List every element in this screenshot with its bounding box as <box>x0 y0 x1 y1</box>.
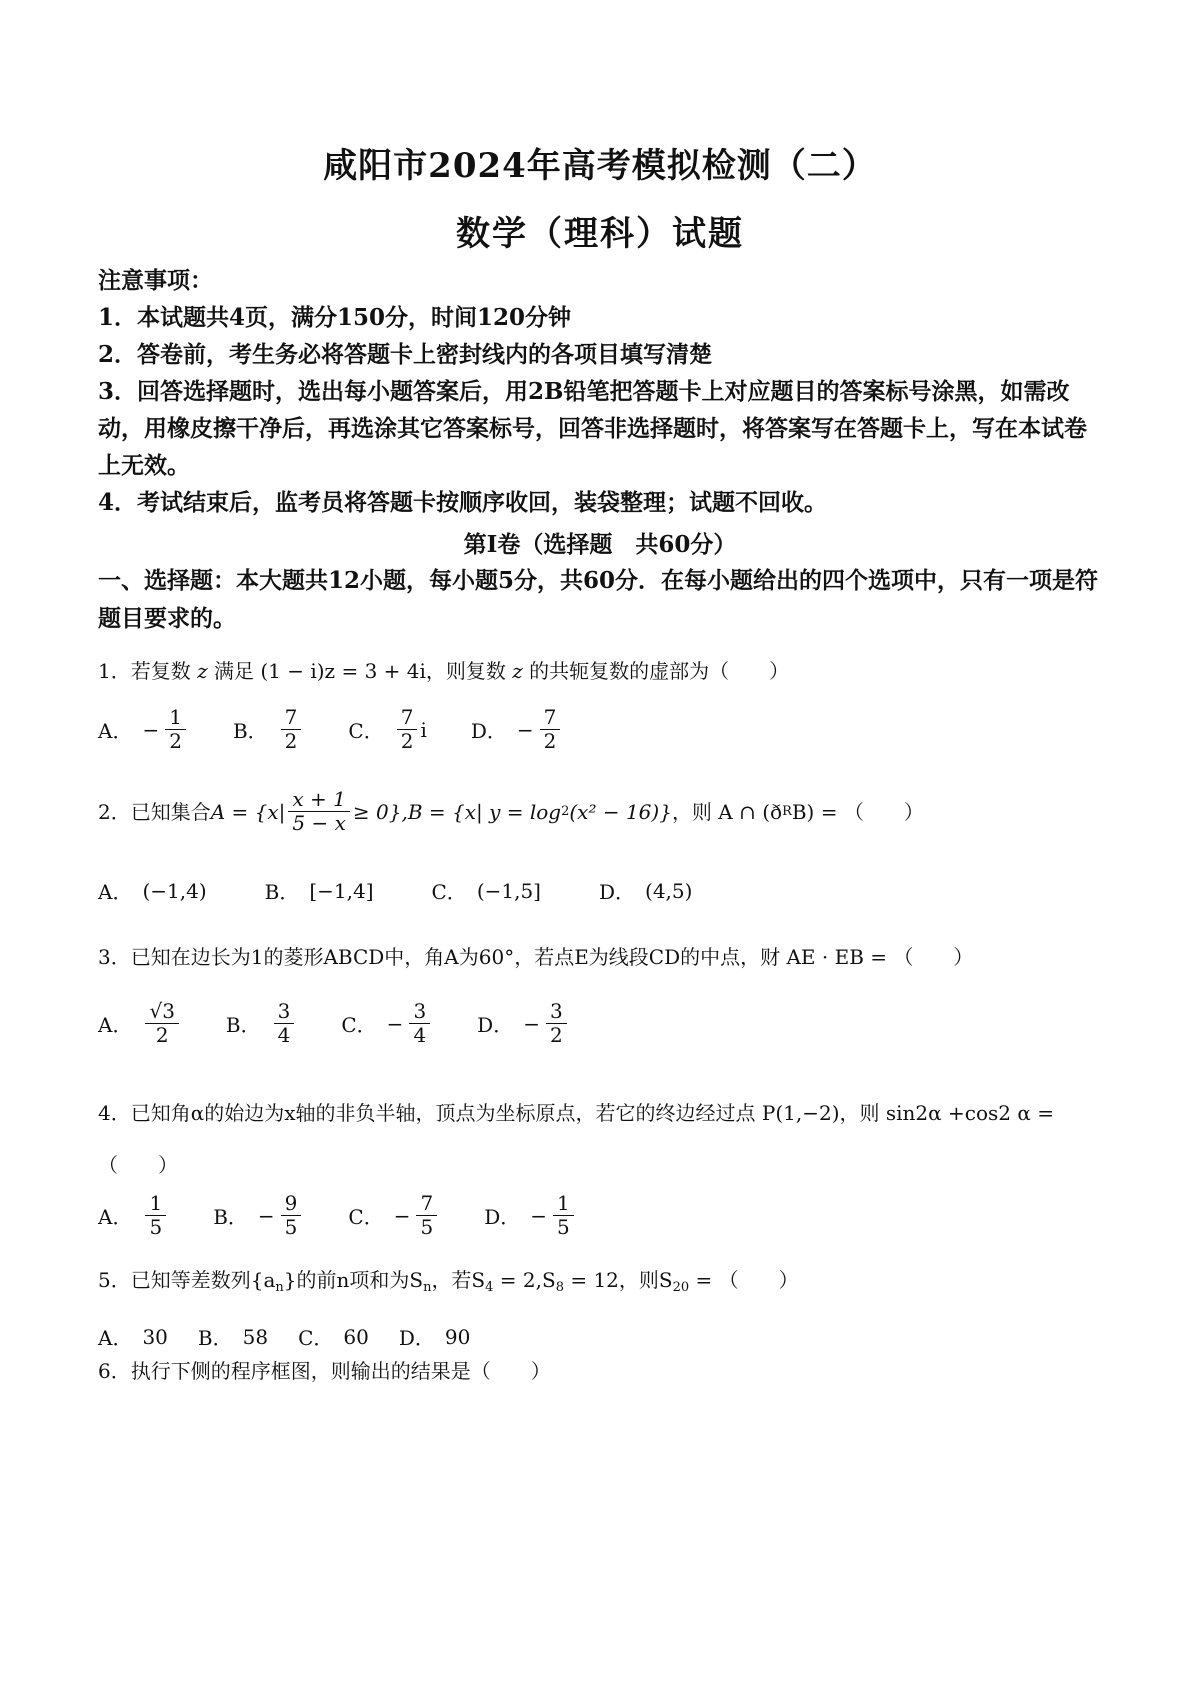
frac-den: 5 <box>284 1215 298 1239</box>
q1-var-z: z <box>197 659 208 683</box>
q5-n-sub: n <box>275 1280 284 1295</box>
option-text: 30 <box>142 1324 168 1349</box>
section-heading: 第Ⅰ卷（选择题 共60分） <box>463 531 737 558</box>
q2-fraction <box>288 788 349 835</box>
question-6-stem: 6．执行下侧的程序框图，则输出的结果是（ ） <box>98 1359 551 1383</box>
option-label: C． <box>348 719 384 743</box>
exam-title: 咸阳市2024年高考模拟检测（二） <box>323 146 877 186</box>
frac-num: 3 <box>409 1000 430 1024</box>
frac-num: 1 <box>145 1192 166 1216</box>
q5-text-mid3: = 2,S <box>493 1268 556 1292</box>
option-sign: − <box>257 1203 275 1228</box>
q1-equation: (1 − i)z = 3 + 4i <box>260 659 426 683</box>
option-sign: − <box>393 1203 411 1228</box>
fraction <box>145 1192 166 1239</box>
frac-num: √3 <box>145 1000 178 1024</box>
q5-option-d <box>399 1322 471 1351</box>
option-sign: − <box>142 717 160 742</box>
option-label: A． <box>98 719 133 743</box>
q5-text-mid4: = 12，则S <box>563 1268 673 1292</box>
q5-text-end: = （ ） <box>689 1268 799 1292</box>
notes-item-2: 2．答卷前，考生务必将答题卡上密封线内的各项目填写清楚 <box>98 341 713 368</box>
option-label: B． <box>225 1013 261 1037</box>
option-label: D． <box>598 880 636 904</box>
option-label: A． <box>98 880 133 904</box>
fraction <box>281 706 302 753</box>
frac-num: x + 1 <box>288 788 349 812</box>
q5-text-mid: }的前n项和为S <box>283 1268 424 1292</box>
fraction <box>546 1000 567 1047</box>
notes-item-3: 3．回答选择题时，选出每小题答案后，用2B铅笔把答题卡上对应题目的答案标号涂黑，如需改动，用橡皮擦干净后，再选涂其它答案标号，回答非选择题时，将答案写在答题卡上，写在本试卷上无效。 <box>98 378 1087 479</box>
option-text: [−1,4] <box>309 878 374 903</box>
question-4-blank: （ ） <box>98 1153 178 1177</box>
q3-option-d <box>477 1000 570 1047</box>
q1-option-d <box>471 706 564 753</box>
q5-option-b <box>198 1322 268 1351</box>
option-label: A． <box>98 1326 133 1350</box>
q5-option-c <box>298 1322 369 1351</box>
q2-option-c <box>432 876 541 905</box>
fraction <box>553 1192 574 1239</box>
option-text: 58 <box>242 1324 269 1349</box>
option-label: B． <box>197 1326 233 1350</box>
option-text: 90 <box>444 1324 471 1349</box>
q2-log-base: 2 <box>561 803 570 819</box>
q1-option-b <box>233 706 304 753</box>
notes-block <box>98 262 1108 521</box>
q5-s8-sub: 8 <box>555 1280 564 1295</box>
q4-option-a <box>98 1192 169 1239</box>
q2-text-end: B) = （ ） <box>791 799 924 824</box>
frac-den: 2 <box>169 729 182 753</box>
question-4-options <box>98 1192 621 1239</box>
option-label: C． <box>431 880 467 904</box>
notes-heading: 注意事项： <box>98 267 213 294</box>
frac-num: 7 <box>540 706 561 730</box>
frac-den: 5 <box>557 1215 570 1239</box>
q4-option-b <box>213 1192 304 1239</box>
q5-text-pre: 5．已知等差数列{a <box>98 1268 276 1292</box>
option-sign: − <box>523 1011 540 1036</box>
frac-den: 2 <box>549 1023 563 1047</box>
fraction <box>397 706 418 753</box>
question-5-options <box>98 1322 514 1351</box>
frac-den: 4 <box>413 1023 427 1047</box>
option-label: D． <box>398 1326 435 1350</box>
option-suffix: i <box>420 717 427 742</box>
frac-den: 2 <box>155 1023 169 1047</box>
frac-den: 2 <box>284 729 298 753</box>
q5-s4-sub: 4 <box>485 1280 494 1295</box>
option-label: A． <box>98 1013 133 1037</box>
q5-n-sub2: n <box>423 1280 432 1295</box>
q1-text-post: 的共轭复数的虚部为（ ） <box>529 659 790 683</box>
option-label: C． <box>348 1205 384 1229</box>
q5-option-a <box>98 1322 168 1351</box>
q2-option-a <box>98 876 207 905</box>
option-label: D． <box>470 719 507 743</box>
fraction <box>409 1000 430 1047</box>
q3-option-a <box>98 1000 182 1047</box>
question-5-stem <box>98 1265 1108 1303</box>
frac-num: 9 <box>281 1192 302 1216</box>
q1-text-pre: 1．若复数 <box>98 659 191 683</box>
q2-r-sub: R <box>782 803 792 819</box>
q3-option-b <box>226 1000 297 1047</box>
question-3-options <box>98 1000 614 1047</box>
option-label: C． <box>341 1013 377 1037</box>
option-label: B． <box>264 880 300 904</box>
question-3-stem: 3．已知在边长为1的菱形ABCD中，角A为60°，若点E为线段CD的中点，财 AE · EB = （ ） <box>98 945 974 969</box>
option-label: B． <box>213 1205 248 1229</box>
q2-text-post: ，则 A ∩ (ð <box>671 799 783 824</box>
frac-num: 1 <box>553 1192 574 1216</box>
fraction <box>145 1000 178 1047</box>
q2-set-a-pre: A = {x| <box>210 799 286 824</box>
option-text: (4,5) <box>645 878 693 903</box>
question-2-options <box>98 876 736 905</box>
exam-subtitle: 数学（理科）试题 <box>456 214 744 254</box>
question-2-stem <box>98 788 1108 835</box>
frac-num: 1 <box>165 706 186 730</box>
option-text: 60 <box>343 1324 369 1349</box>
frac-den: 2 <box>400 729 414 753</box>
q1-text-mid2: ，则复数 <box>425 659 506 683</box>
q1-text-mid: 满足 <box>214 659 254 683</box>
q4-option-d <box>484 1192 577 1239</box>
option-label: A． <box>98 1205 133 1229</box>
fraction <box>540 706 561 753</box>
option-sign: − <box>530 1203 548 1228</box>
option-sign: − <box>386 1011 404 1036</box>
option-label: C． <box>298 1326 334 1350</box>
frac-den: 5 <box>420 1215 434 1239</box>
q5-s20-sub: 20 <box>672 1280 690 1295</box>
q2-option-b <box>265 876 374 905</box>
frac-num: 7 <box>416 1192 437 1216</box>
question-4-stem: 4．已知角α的始边为x轴的非负半轴，顶点为坐标原点，若它的终边经过点 P(1,−2)，则 sin2α +cos2 α = <box>98 1101 1054 1125</box>
option-label: D． <box>484 1205 521 1229</box>
frac-num: 3 <box>546 1000 567 1024</box>
q2-set-def: ≥ 0},B = {x| y = log <box>352 799 562 824</box>
q1-option-a <box>98 706 189 753</box>
option-sign: − <box>516 717 534 742</box>
notes-item-1: 1．本试题共4页，满分150分，时间120分钟 <box>98 304 572 331</box>
option-text: (−1,4) <box>142 878 207 903</box>
frac-den: 2 <box>543 729 557 753</box>
frac-num: 7 <box>281 706 302 730</box>
frac-num: 7 <box>397 706 418 730</box>
fraction <box>274 1000 295 1047</box>
q2-text-pre: 2．已知集合 <box>98 799 211 824</box>
notes-item-4: 4．考试结束后，监考员将答题卡按顺序收回，装袋整理；试题不回收。 <box>98 489 828 516</box>
q2-set-b-def: (x² − 16)} <box>569 799 672 824</box>
fraction <box>416 1192 437 1239</box>
option-text: (−1,5] <box>476 878 541 903</box>
q1-option-c <box>348 706 426 753</box>
frac-den: 5 − x <box>292 811 346 835</box>
option-label: B． <box>232 719 268 743</box>
option-label: D． <box>477 1013 514 1037</box>
fraction <box>281 1192 302 1239</box>
frac-den: 5 <box>149 1215 163 1239</box>
q3-option-c <box>341 1000 433 1047</box>
question-1-options <box>98 706 607 753</box>
question-1-stem <box>98 656 1108 686</box>
frac-num: 3 <box>274 1000 295 1024</box>
fraction <box>165 706 186 753</box>
section-intro: 一、选择题：本大题共12小题，每小题5分，共60分．在每小题给出的四个选项中，只有一项是符题目要求的。 <box>98 567 1099 632</box>
q5-text-mid2: ，若S <box>431 1268 486 1292</box>
frac-den: 4 <box>277 1023 291 1047</box>
q1-var-z2: z <box>512 659 523 683</box>
q2-option-d <box>599 876 692 905</box>
q4-option-c <box>348 1192 440 1239</box>
